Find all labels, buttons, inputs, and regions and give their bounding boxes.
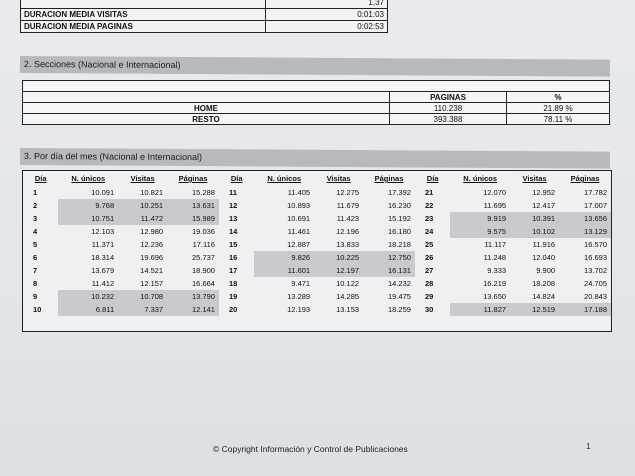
col-pct: % — [507, 92, 610, 103]
hdr-visitas: Visitas — [522, 174, 547, 183]
cell-unicos: 9.919 — [450, 212, 510, 225]
cell-visitas: 11.472 — [118, 212, 167, 225]
sections-header-row — [23, 92, 610, 103]
daily-row — [23, 212, 611, 225]
cell-dia: 30 — [424, 305, 434, 314]
cell-paginas: 15.192 — [387, 214, 411, 223]
cell-dia: 6 — [33, 253, 38, 262]
cell-visitas: 11.679 — [336, 201, 360, 210]
sections-row — [23, 114, 610, 125]
hdr-visitas: Visitas — [326, 174, 351, 183]
section-pct: 78.11 % — [507, 114, 610, 125]
cell-visitas: 10.102 — [510, 225, 559, 238]
cell-visitas: 10.391 — [510, 212, 559, 225]
cell-unicos: 11.248 — [483, 253, 507, 262]
cell-unicos: 12.887 — [287, 240, 311, 249]
cell-dia: 18 — [228, 279, 238, 288]
daily-body — [23, 186, 611, 316]
cell-paginas: 16.664 — [192, 279, 215, 288]
cell-paginas: 18.218 — [387, 240, 411, 249]
cell-paginas: 17.188 — [559, 303, 611, 316]
cell-unicos: 10.893 — [287, 201, 311, 210]
cell-paginas: 18.900 — [192, 266, 215, 275]
cell-unicos: 10.232 — [58, 290, 118, 303]
daily-row — [23, 225, 611, 238]
cell-paginas: 19.036 — [192, 227, 215, 236]
cell-visitas: 12.417 — [532, 201, 556, 210]
cell-dia: 16 — [228, 253, 238, 262]
cell-unicos: 13.679 — [91, 266, 115, 275]
cell-paginas: 13.790 — [167, 290, 219, 303]
page-number: 1 — [586, 442, 591, 451]
hdr-unicos: N. únicos — [463, 174, 498, 183]
cell-visitas: 13.833 — [336, 240, 360, 249]
cell-paginas: 16.693 — [584, 253, 607, 262]
cell-unicos: 11.601 — [254, 264, 314, 277]
summary-value: 0:01:03 — [266, 9, 388, 21]
cell-visitas: 12.519 — [510, 303, 559, 316]
cell-unicos: 6.811 — [58, 303, 118, 316]
cell-unicos: 11.412 — [91, 279, 115, 288]
summary-label: DURACION MEDIA VISITAS — [21, 9, 266, 21]
cell-dia: 10 — [33, 305, 42, 314]
cell-visitas: 19.696 — [140, 253, 164, 262]
cell-dia: 2 — [33, 201, 38, 210]
cell-visitas: 9.900 — [536, 266, 556, 275]
hdr-paginas: Páginas — [178, 174, 208, 183]
cell-dia: 15 — [228, 240, 238, 249]
sections-row — [23, 103, 610, 114]
cell-unicos: 11.695 — [483, 201, 507, 210]
cell-dia: 24 — [424, 227, 434, 236]
cell-dia: 12 — [228, 201, 238, 210]
cell-visitas: 12.157 — [140, 279, 164, 288]
cell-dia: 19 — [228, 292, 238, 301]
summary-row — [21, 9, 388, 21]
cell-paginas: 17.116 — [192, 240, 215, 249]
cell-visitas: 12.197 — [314, 264, 363, 277]
summary-label — [21, 0, 266, 9]
cell-visitas: 12.275 — [336, 188, 360, 197]
cell-paginas: 14.232 — [387, 279, 411, 288]
cell-visitas: 14.521 — [140, 266, 164, 275]
cell-visitas: 7.337 — [118, 303, 167, 316]
cell-paginas: 13.702 — [584, 266, 607, 275]
daily-table — [23, 171, 611, 316]
cell-visitas: 11.423 — [336, 214, 360, 223]
daily-row — [23, 251, 611, 264]
cell-visitas: 12.236 — [140, 240, 164, 249]
cell-unicos: 10.691 — [287, 214, 311, 223]
cell-dia: 5 — [33, 240, 38, 249]
summary-value: 1,37 — [266, 0, 388, 9]
daily-row — [23, 264, 611, 277]
cell-dia: 22 — [424, 201, 434, 210]
hdr-visitas: Visitas — [130, 174, 155, 183]
daily-row — [23, 186, 611, 199]
cell-unicos: 11.405 — [287, 188, 311, 197]
section-name: HOME — [23, 103, 390, 114]
section-paginas: 110.238 — [390, 103, 507, 114]
cell-visitas: 10.708 — [118, 290, 167, 303]
cell-paginas: 17.392 — [387, 188, 411, 197]
cell-dia: 23 — [424, 214, 434, 223]
cell-paginas: 17.782 — [584, 188, 607, 197]
cell-unicos: 9.575 — [450, 225, 510, 238]
cell-paginas: 19.475 — [387, 292, 411, 301]
cell-dia: 25 — [424, 240, 434, 249]
cell-paginas: 13.631 — [167, 199, 219, 212]
cell-unicos: 10.091 — [91, 188, 115, 197]
cell-paginas: 20.843 — [584, 292, 607, 301]
cell-visitas: 14.285 — [336, 292, 360, 301]
cell-unicos: 11.117 — [484, 240, 507, 249]
cell-paginas: 16.230 — [387, 201, 411, 210]
copyright-footer: © Copyright Información y Control de Publicaciones — [213, 444, 408, 454]
cell-dia: 7 — [33, 266, 38, 275]
daily-row — [23, 303, 611, 316]
cell-unicos: 13.289 — [287, 292, 311, 301]
cell-dia: 27 — [424, 266, 434, 275]
cell-unicos: 12.103 — [91, 227, 115, 236]
cell-paginas: 16.131 — [363, 264, 415, 277]
section-pct: 21.89 % — [507, 103, 610, 114]
summary-value: 0:02:53 — [266, 21, 388, 33]
cell-dia: 26 — [424, 253, 434, 262]
cell-visitas: 12.980 — [140, 227, 164, 236]
cell-paginas: 13.656 — [559, 212, 611, 225]
section-name: RESTO — [23, 114, 390, 125]
hdr-paginas: Páginas — [374, 174, 404, 183]
cell-paginas: 16.570 — [584, 240, 607, 249]
cell-paginas: 15.288 — [192, 188, 215, 197]
summary-row — [21, 0, 388, 9]
cell-dia: 1 — [33, 188, 38, 197]
hdr-dia: Día — [230, 174, 243, 183]
hdr-unicos: N. únicos — [71, 174, 106, 183]
cell-visitas: 18.208 — [532, 279, 556, 288]
cell-unicos: 12.193 — [287, 305, 311, 314]
summary-table — [20, 0, 388, 33]
section-2-title: 2. Secciones (Nacional e Internacional) — [20, 56, 610, 77]
sections-table — [22, 80, 610, 125]
cell-unicos: 10.751 — [58, 212, 118, 225]
cell-paginas: 16.180 — [387, 227, 411, 236]
hdr-dia: Día — [426, 174, 439, 183]
hdr-paginas: Páginas — [570, 174, 600, 183]
cell-unicos: 13.650 — [483, 292, 507, 301]
cell-paginas: 18.259 — [387, 305, 411, 314]
sections-blank-row — [23, 81, 610, 92]
cell-paginas: 17.007 — [584, 201, 607, 210]
daily-row — [23, 238, 611, 251]
cell-unicos: 9.768 — [58, 199, 118, 212]
cell-paginas: 25.737 — [192, 253, 215, 262]
cell-visitas: 10.251 — [118, 199, 167, 212]
cell-unicos: 12.070 — [483, 188, 507, 197]
cell-dia: 11 — [228, 188, 237, 197]
hdr-dia: Día — [34, 174, 47, 183]
hdr-unicos: N. únicos — [267, 174, 302, 183]
cell-visitas: 12.196 — [336, 227, 360, 236]
daily-row — [23, 290, 611, 303]
cell-paginas: 13.129 — [559, 225, 611, 238]
cell-visitas: 12.952 — [532, 188, 556, 197]
cell-paginas: 24.705 — [584, 279, 607, 288]
cell-unicos: 11.371 — [91, 240, 115, 249]
cell-dia: 8 — [33, 279, 38, 288]
cell-unicos: 9.826 — [254, 251, 314, 264]
daily-row — [23, 199, 611, 212]
cell-unicos: 9.471 — [291, 279, 311, 288]
cell-dia: 21 — [424, 188, 434, 197]
cell-visitas: 10.122 — [336, 279, 360, 288]
cell-dia: 28 — [424, 279, 434, 288]
daily-row — [23, 277, 611, 290]
daily-header-row — [23, 171, 611, 186]
cell-paginas: 12.141 — [167, 303, 219, 316]
col-paginas: PAGINAS — [390, 92, 507, 103]
cell-visitas: 12.040 — [532, 253, 556, 262]
cell-dia: 3 — [33, 214, 38, 223]
cell-unicos: 16.219 — [483, 279, 507, 288]
cell-paginas: 12.750 — [363, 251, 415, 264]
cell-dia: 29 — [424, 292, 434, 301]
cell-unicos: 9.333 — [487, 266, 507, 275]
cell-visitas: 10.821 — [140, 188, 164, 197]
cell-visitas: 13.153 — [336, 305, 360, 314]
cell-dia: 4 — [33, 227, 38, 236]
section-paginas: 393.388 — [390, 114, 507, 125]
cell-paginas: 15.989 — [167, 212, 219, 225]
cell-unicos: 18.314 — [91, 253, 115, 262]
cell-visitas: 14.824 — [532, 292, 556, 301]
summary-row — [21, 21, 388, 33]
cell-dia: 14 — [228, 227, 238, 236]
daily-table-frame — [22, 170, 612, 332]
cell-dia: 13 — [228, 214, 238, 223]
cell-visitas: 10.225 — [314, 251, 363, 264]
cell-unicos: 11.461 — [287, 227, 311, 236]
cell-visitas: 11.916 — [532, 240, 556, 249]
summary-label: DURACION MEDIA PAGINAS — [21, 21, 266, 33]
cell-dia: 9 — [33, 292, 38, 301]
cell-dia: 17 — [228, 266, 238, 275]
cell-unicos: 11.827 — [450, 303, 510, 316]
cell-dia: 20 — [228, 305, 238, 314]
section-3-title: 3. Por día del mes (Nacional e Internacional) — [20, 148, 610, 169]
